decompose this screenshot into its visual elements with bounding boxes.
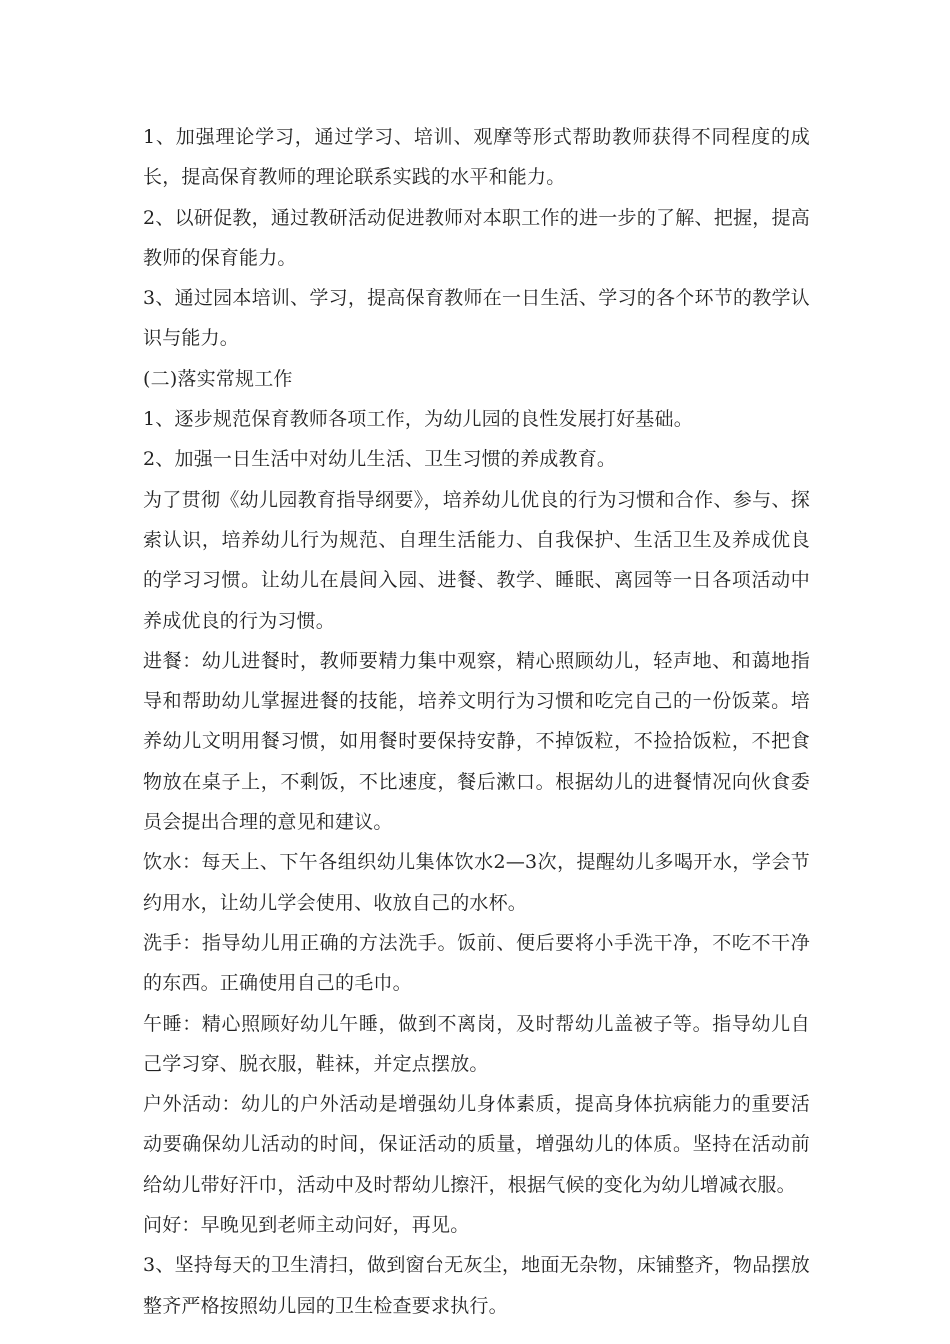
document-body	[143, 117, 810, 1326]
paragraph-meals: 进餐：幼儿进餐时，教师要精力集中观察，精心照顾幼儿，轻声地、和蔼地指导和帮助幼儿掌握进餐的技能，培养文明行为习惯和吃完自己的一份饭菜。培养幼儿文明用餐习惯，如用餐时要保持安静，不掉饭粒，不捡拾饭粒，不把食物放在桌子上，不剩饭，不比速度，餐后漱口。根据幼儿的进餐情况向伙食委员会提出合理的意见和建议。	[143, 649, 810, 834]
paragraph-guideline-implementation: 为了贯彻《幼儿园教育指导纲要》，培养幼儿优良的行为习惯和合作、参与、探索认识，培养幼儿行为规范、自理生活能力、自我保护、生活卫生及养成优良的学习习惯。让幼儿在晨间入园、进餐、教学、睡眠、离园等一日各项活动中养成优良的行为习惯。	[143, 488, 810, 632]
paragraph-habit-education: 2、加强一日生活中对幼儿生活、卫生习惯的养成教育。	[143, 448, 617, 471]
paragraph-outdoor-activity: 户外活动：幼儿的户外活动是增强幼儿身体素质，提高身体抗病能力的重要活动要确保幼儿活动的时间，保证活动的质量，增强幼儿的体质。坚持在活动前给幼儿带好汗巾，活动中及时帮幼儿擦汗，根据气候的变化为幼儿增减衣服。	[143, 1093, 810, 1196]
paragraph-theory-study: 1、加强理论学习，通过学习、培训、观摩等形式帮助教师获得不同程度的成长，提高保育教师的理论联系实践的水平和能力。	[143, 126, 810, 189]
paragraph-greeting: 问好：早晚见到老师主动问好，再见。	[143, 1214, 470, 1237]
paragraph-standardize-work: 1、逐步规范保育教师各项工作，为幼儿园的良性发展打好基础。	[143, 408, 693, 431]
paragraph-cleaning: 3、坚持每天的卫生清扫，做到窗台无灰尘，地面无杂物，床铺整齐，物品摆放整齐严格按照幼儿园的卫生检查要求执行。	[143, 1254, 810, 1317]
section-heading-routine-work: (二)落实常规工作	[143, 367, 293, 390]
paragraph-nap: 午睡：精心照顾好幼儿午睡，做到不离岗，及时帮幼儿盖被子等。指导幼儿自己学习穿、脱衣服，鞋袜，并定点摆放。	[143, 1012, 810, 1075]
paragraph-research-teaching: 2、以研促教，通过教研活动促进教师对本职工作的进一步的了解、把握，提高教师的保育能力。	[143, 206, 810, 269]
paragraph-drinking-water: 饮水：每天上、下午各组织幼儿集体饮水2—3次，提醒幼儿多喝开水，学会节约用水，让幼儿学会使用、收放自己的水杯。	[143, 851, 810, 914]
paragraph-school-training: 3、通过园本培训、学习，提高保育教师在一日生活、学习的各个环节的教学认识与能力。	[143, 287, 810, 350]
paragraph-hand-washing: 洗手：指导幼儿用正确的方法洗手。饭前、便后要将小手洗干净，不吃不干净的东西。正确使用自己的毛巾。	[143, 931, 810, 995]
